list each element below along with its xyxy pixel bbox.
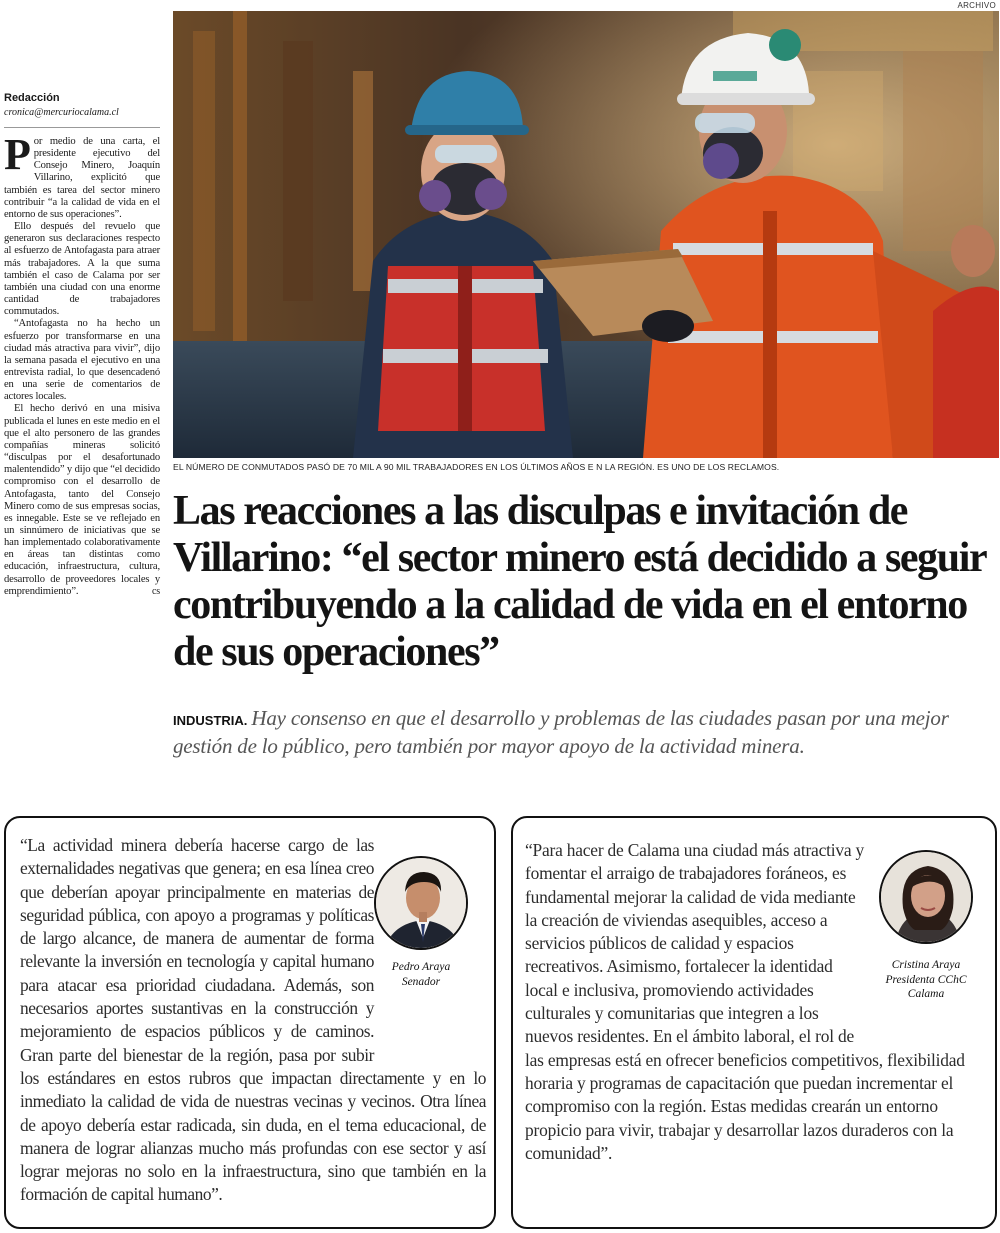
- subhead: [173, 706, 999, 758]
- headline: Las reacciones a las disculpas e invitación de Villarino: “el sector minero está decidido a seguir contribuyendo a la calidad de vida en el entorno de sus operaciones”: [173, 488, 986, 675]
- article-paragraph: Por medio de una carta, el presidente ejecutivo del Consejo Minero, Joaquín Villarino, explicitó que también es tarea del sector minero contribuir “a la calidad de vida en el entorno de sus operaciones”.: [4, 130, 160, 220]
- quote-text: “Para hacer de Calama una ciudad más atractiva y fomentar el arraigo de trabajadores foráneos, es fundamental mejorar la calidad de vida mediante la creación de viviendas asequibles, acceso a servicios públicos de calidad y espacios recreativos. Asimismo, fortalecer la identidad local e inclusiva, promoviendo actividades culturales y comunitarias que integren a los nuevos residentes. En el ámbito laboral, el rol de las empresas está en ofrecer beneficios competitivos, flexibilidad horaria y programas de capacitación que puedan incrementar el compromiso con la región. Estas medidas crearán un entorno propicio para vivir, trabajar y desarrollar lazos duraderos con la comunidad”.: [525, 840, 965, 1163]
- article-paragraph: Ello después del revuelo que generaron sus declaraciones respecto al esfuerzo de Antofagasta para atraer más trabajadores. A la que suma también el caso de Calama por ser también una ciudad con una enorme cantidad de trabajadores commutados.: [4, 221, 160, 318]
- byline-divider: [4, 127, 160, 128]
- article-body: [4, 130, 160, 598]
- left-column: [4, 92, 160, 598]
- quote-box-cristina-araya: [511, 816, 997, 1229]
- subhead-text: Hay consenso en que el desarrollo y problemas de las ciudades pasan por una mejor gestión de lo público, pero también por mayor apoyo de la actividad minera.: [173, 706, 949, 758]
- quote-text: “La actividad minera debería hacerse cargo de las externalidades negativas que genera; en esa línea creo que deberían apoyar principalmente en materias de seguridad pública, con apoyo a programas y políticas de largo alcance, de manera de aumentar de forma relevante la inversión en tecnología y capital humano para atacar esa prioridad ciudadana. Además, son necesarios aportes sustantivas en la construcción y mejoramiento de espacios públicos y de caminos. Gran parte del bienestar de la región, pasa por subir los estándares en estos rubros que impactan directamente y en lo inmediato la calidad de vida de nuestras vecinas y vecinos. Otra línea de apoyo debería estar radicada, sin duda, en el tema educacional, de manera de lograr alianzas mucho más profundas con ese sector y así lograr mejoras no solo en la infraestructura, sino que también en la formación de capital humano”.: [20, 835, 486, 1205]
- photo-caption: EL NÚMERO DE CONMUTADOS PASÓ DE 70 MIL A 90 MIL TRABAJADORES EN LOS ÚLTIMOS AÑOS E N LA REGIÓN. ES UNO DE LOS RECLAMOS.: [173, 462, 780, 472]
- miners-photo-illustration: [173, 11, 999, 458]
- person-name: Cristina Araya: [891, 959, 961, 971]
- quote-box-pedro-araya: [4, 816, 496, 1229]
- drop-cap: P: [4, 130, 31, 179]
- article-photo: [173, 11, 999, 458]
- person-name: Pedro Araya: [391, 961, 451, 973]
- person-city: Calama: [907, 988, 945, 1000]
- article-paragraph: El hecho derivó en una misiva publicada el lunes en este medio en el que el alto personero de las grandes compañías mineras solicitó “disculpas por el desafortunado malentendido” y dijo que “el decidido compromiso con el desarrollo de Antofagasta, tanto del Consejo Minero como de sus empresas socias, es innegable. Este se ve reflejado en un sinnúmero de iniciativas que se han implementado colaborativamente en áreas tan distintas como educación, infraestructura, cultura, desarrollo de proveedores locales y emprendimiento”. cs: [4, 403, 160, 597]
- article-paragraph: “Antofagasta no ha hecho un esfuerzo por transformarse en una ciudad más atractiva para vivir”, dijo la semana pasada el ejecutivo en una entrevista radial, lo que desencadenó en una serie de comentarios de actores locales.: [4, 318, 160, 403]
- archive-label: ARCHIVO: [957, 1, 996, 10]
- byline-name: Redacción: [4, 92, 60, 104]
- person-role: Senador: [401, 975, 441, 988]
- byline-email[interactable]: cronica@mercuriocalama.cl: [4, 107, 119, 118]
- person-role: Presidenta CChC: [885, 973, 967, 986]
- section-tag: INDUSTRIA.: [173, 713, 248, 728]
- end-mark-icon: cs: [151, 585, 160, 597]
